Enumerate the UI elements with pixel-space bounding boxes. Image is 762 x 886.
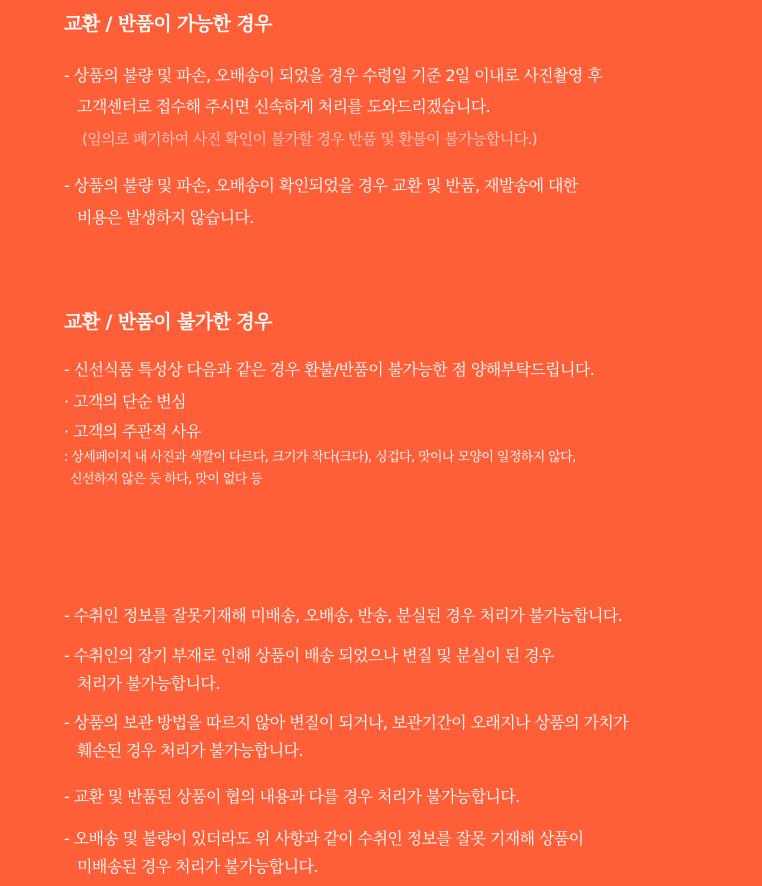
impossible-detail-line-2: 신선하지 않은 듯 하다, 맛이 없다 등 (70, 472, 263, 487)
possible-item-2-line-2: 비용은 발생하지 않습니다. (77, 208, 254, 227)
possible-item-1-line-2: 고객센터로 접수해 주시면 신속하게 처리를 도와드리겠습니다. (77, 97, 491, 116)
impossible-bullet-1: · 고객의 단순 변심 (64, 392, 186, 411)
possible-item-1-note: (임의로 폐기하여 사진 확인이 불가할 경우 반품 및 환불이 불가능합니다.) (82, 130, 537, 148)
impossible-intro: - 신선식품 특성상 다음과 같은 경우 환불/반품이 불가능한 점 양해부탁드립니다. (64, 360, 595, 379)
possible-item-2-line-1: - 상품의 불량 및 파손, 오배송이 확인되었을 경우 교환 및 반품, 재발송에 대한 (64, 176, 578, 195)
other-item-2-line-1: - 수취인의 장기 부재로 인해 상품이 배송 되었으나 변질 및 분실이 된 경우 (64, 646, 554, 665)
other-item-1: - 수취인 정보를 잘못기재해 미배송, 오배송, 반송, 분실된 경우 처리가 불가능합니다. (64, 606, 623, 625)
other-item-2-line-2: 처리가 불가능합니다. (77, 674, 220, 693)
possible-item-1-line-1: - 상품의 불량 및 파손, 오배송이 되었을 경우 수령일 기준 2일 이내로 사진촬영 후 (64, 66, 603, 85)
impossible-detail-line-1: : 상세페이지 내 사진과 색깔이 다르다, 크기가 작다(크다), 싱겁다, 맛이나 모양이 일정하지 않다, (64, 450, 576, 465)
section-title-exchange-possible: 교환 / 반품이 가능한 경우 (64, 13, 272, 35)
other-item-5-line-1: - 오배송 및 불량이 있더라도 위 사항과 같이 수취인 정보를 잘못 기재해 상품이 (64, 829, 584, 848)
other-item-3-line-2: 훼손된 경우 처리가 불가능합니다. (77, 741, 303, 760)
impossible-bullet-2: · 고객의 주관적 사유 (64, 422, 201, 441)
other-item-5-line-2: 미배송된 경우 처리가 불가능합니다. (77, 857, 318, 876)
other-item-3-line-1: - 상품의 보관 방법을 따르지 않아 변질이 되거나, 보관기간이 오래지나 상품의 가치가 (64, 713, 629, 732)
other-item-4: - 교환 및 반품된 상품이 협의 내용과 다를 경우 처리가 불가능합니다. (64, 787, 520, 806)
section-title-exchange-impossible: 교환 / 반품이 불가한 경우 (64, 311, 272, 333)
